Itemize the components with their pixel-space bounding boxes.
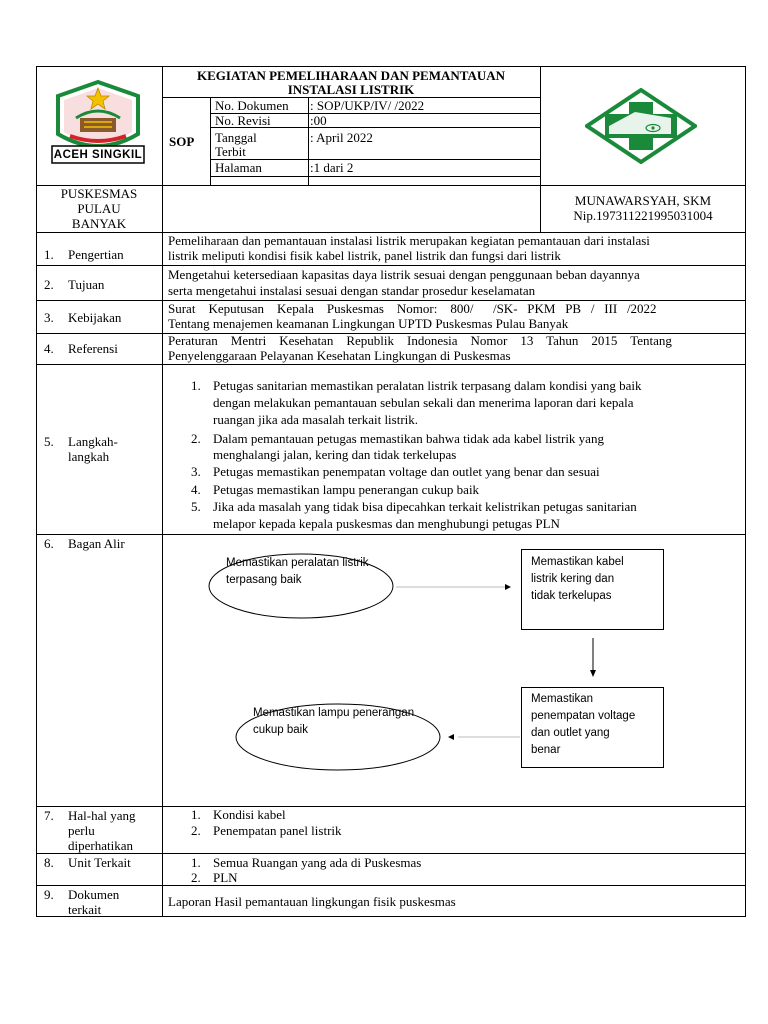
section-label-hal-line1: Hal-hal yang [68, 808, 136, 823]
kebijakan-text-line1: Surat Keputusan Kepala Puskesmas Nomor: 800/ /SK- PKM PB / III /2022 [168, 301, 657, 316]
flow-node-3-text-line1: Memastikan [531, 693, 593, 705]
section-label-hal-line2: perlu [68, 823, 95, 838]
section-number: 1. [44, 247, 54, 262]
list-item: PLN [213, 870, 238, 885]
org-name-line3: BANYAK [71, 216, 127, 231]
section-number: 5. [44, 434, 54, 449]
list-item: Semua Ruangan yang ada di Puskesmas [213, 855, 422, 870]
section-label-tujuan: Tujuan [68, 277, 105, 292]
section-number: 9. [44, 887, 54, 902]
section-label-bagan-alir: Bagan Alir [68, 536, 125, 551]
date-value: : April 2022 [310, 130, 373, 145]
flow-node-2-text-line2: listrik kering dan [531, 573, 615, 585]
list-number: 2. [191, 870, 201, 885]
date-label-terbit: Terbit [215, 144, 246, 159]
flow-node-3-text-line3: dan outlet yang [531, 727, 610, 739]
section-number: 7. [44, 808, 54, 823]
revision-value: :00 [310, 113, 327, 128]
org-name-line1: PUSKESMAS [60, 186, 138, 201]
section-number: 2. [44, 277, 54, 292]
org-name-line2: PULAU [77, 201, 121, 216]
flow-arrowhead-1 [505, 584, 511, 590]
section-number: 6. [44, 536, 54, 551]
section-label-pengertian: Pengertian [68, 247, 124, 262]
revision-label: No. Revisi [215, 113, 271, 128]
tujuan-text-line1: Mengetahui ketersediaan kapasitas daya listrik sesuai dengan penggunaan beban dayannya [168, 267, 640, 282]
section-number: 3. [44, 310, 54, 325]
step-text-line: Petugas sanitarian memastikan peralatan listrik terpasang dalam kondisi yang baik [213, 378, 642, 393]
dokumen-terkait-text: Laporan Hasil pemantauan lingkungan fisik puskesmas [168, 894, 456, 909]
step-text-line: Petugas memastikan lampu penerangan cukup baik [213, 482, 480, 497]
step-number: 1. [191, 378, 201, 393]
section-label-hal-line3: diperhatikan [68, 838, 133, 853]
page-value: :1 dari 2 [310, 160, 354, 175]
page-label: Halaman [215, 160, 262, 175]
document-title-line1: KEGIATAN PEMELIHARAAN DAN PEMANTAUAN [196, 68, 506, 83]
step-number: 2. [191, 431, 201, 446]
flow-arrowhead-3 [448, 734, 454, 740]
referensi-text-line1: Peraturan Mentri Kesehatan Republik Indonesia Nomor 13 Tahun 2015 Tentang [168, 333, 672, 348]
list-number: 2. [191, 823, 201, 838]
pengertian-text-line1: Pemeliharaan dan pemantauan instalasi listrik merupakan kegiatan pemantauan dari instalasi [168, 233, 650, 248]
flow-node-2-text-line3: tidak terkelupas [531, 590, 612, 602]
section-number: 8. [44, 855, 54, 870]
list-number: 1. [191, 807, 201, 822]
signer-name: MUNAWARSYAH, SKM [574, 193, 712, 208]
section-label-dokumen-line1: Dokumen [68, 887, 120, 902]
doc-number-label: No. Dokumen [215, 98, 289, 113]
logo-caption: ACEH SINGKIL [53, 149, 143, 161]
referensi-text-line2: Penyelenggaraan Pelayanan Kesehatan Lingkungan di Puskesmas [168, 348, 511, 363]
step-text-line: Petugas memastikan penempatan voltage dan outlet yang benar dan sesuai [213, 464, 600, 479]
kebijakan-text-line2: Tentang menajemen keamanan Lingkungan UPTD Puskesmas Pulau Banyak [168, 316, 569, 331]
flow-node-2-text-line1: Memastikan kabel [531, 556, 624, 568]
list-number: 1. [191, 855, 201, 870]
list-item: Penempatan panel listrik [213, 823, 342, 838]
section-number: 4. [44, 341, 54, 356]
pengertian-text-line2: listrik meliputi kondisi fisik kabel listrik, panel listrik dan fungsi dari listrik [168, 248, 561, 263]
step-text-line: melapor kepada kepala puskesmas dan menghubungi petugas PLN [213, 516, 560, 531]
section-label-kebijakan: Kebijakan [68, 310, 122, 325]
section-label-dokumen-line2: terkait [68, 902, 102, 917]
tujuan-text-line2: serta mengetahui instalasi sesuai dengan standar prosedur keselamatan [168, 283, 536, 298]
date-label: Tanggal [215, 130, 257, 145]
document-title-line2: INSTALASI LISTRIK [287, 82, 415, 97]
flow-arrowhead-2 [590, 670, 596, 677]
signer-nip: Nip.197311221995031004 [573, 208, 713, 223]
step-number: 5. [191, 499, 201, 514]
step-text-line: menghalangi jalan, kering dan tidak terkelupas [213, 447, 457, 462]
step-number: 3. [191, 464, 201, 479]
step-text-line: Jika ada masalah yang tidak bisa dipecahkan terkait kelistrikan petugas sanitarian [213, 499, 637, 514]
flow-node-4-text-line2: cukup baik [253, 724, 308, 736]
section-label-referensi: Referensi [68, 341, 118, 356]
list-item: Kondisi kabel [213, 807, 286, 822]
flow-node-1-text-line1: Memastikan peralatan listrik [226, 557, 369, 569]
doc-number-value: : SOP/UKP/IV/ /2022 [310, 98, 425, 113]
step-number: 4. [191, 482, 201, 497]
section-label-langkah-line2: langkah [68, 449, 110, 464]
step-text-line: ruangan jika ada masalah terkait listrik. [213, 412, 419, 427]
flow-node-4-text-line1: Memastikan lampu penerangan [253, 707, 415, 719]
flow-node-1-text-line2: terpasang baik [226, 574, 302, 586]
flow-node-3-text-line2: penempatan voltage [531, 710, 636, 722]
step-text-line: Dalam pemantauan petugas memastikan bahwa tidak ada kabel listrik yang [213, 431, 604, 446]
flow-node-3-text-line4: benar [531, 744, 561, 756]
sop-label: SOP [169, 134, 195, 149]
section-label-unit-terkait: Unit Terkait [68, 855, 131, 870]
section-label-langkah-line1: Langkah- [68, 434, 118, 449]
step-text-line: dengan melakukan pemantauan sebulan sekali dan menerima laporan dari kepala [213, 395, 634, 410]
